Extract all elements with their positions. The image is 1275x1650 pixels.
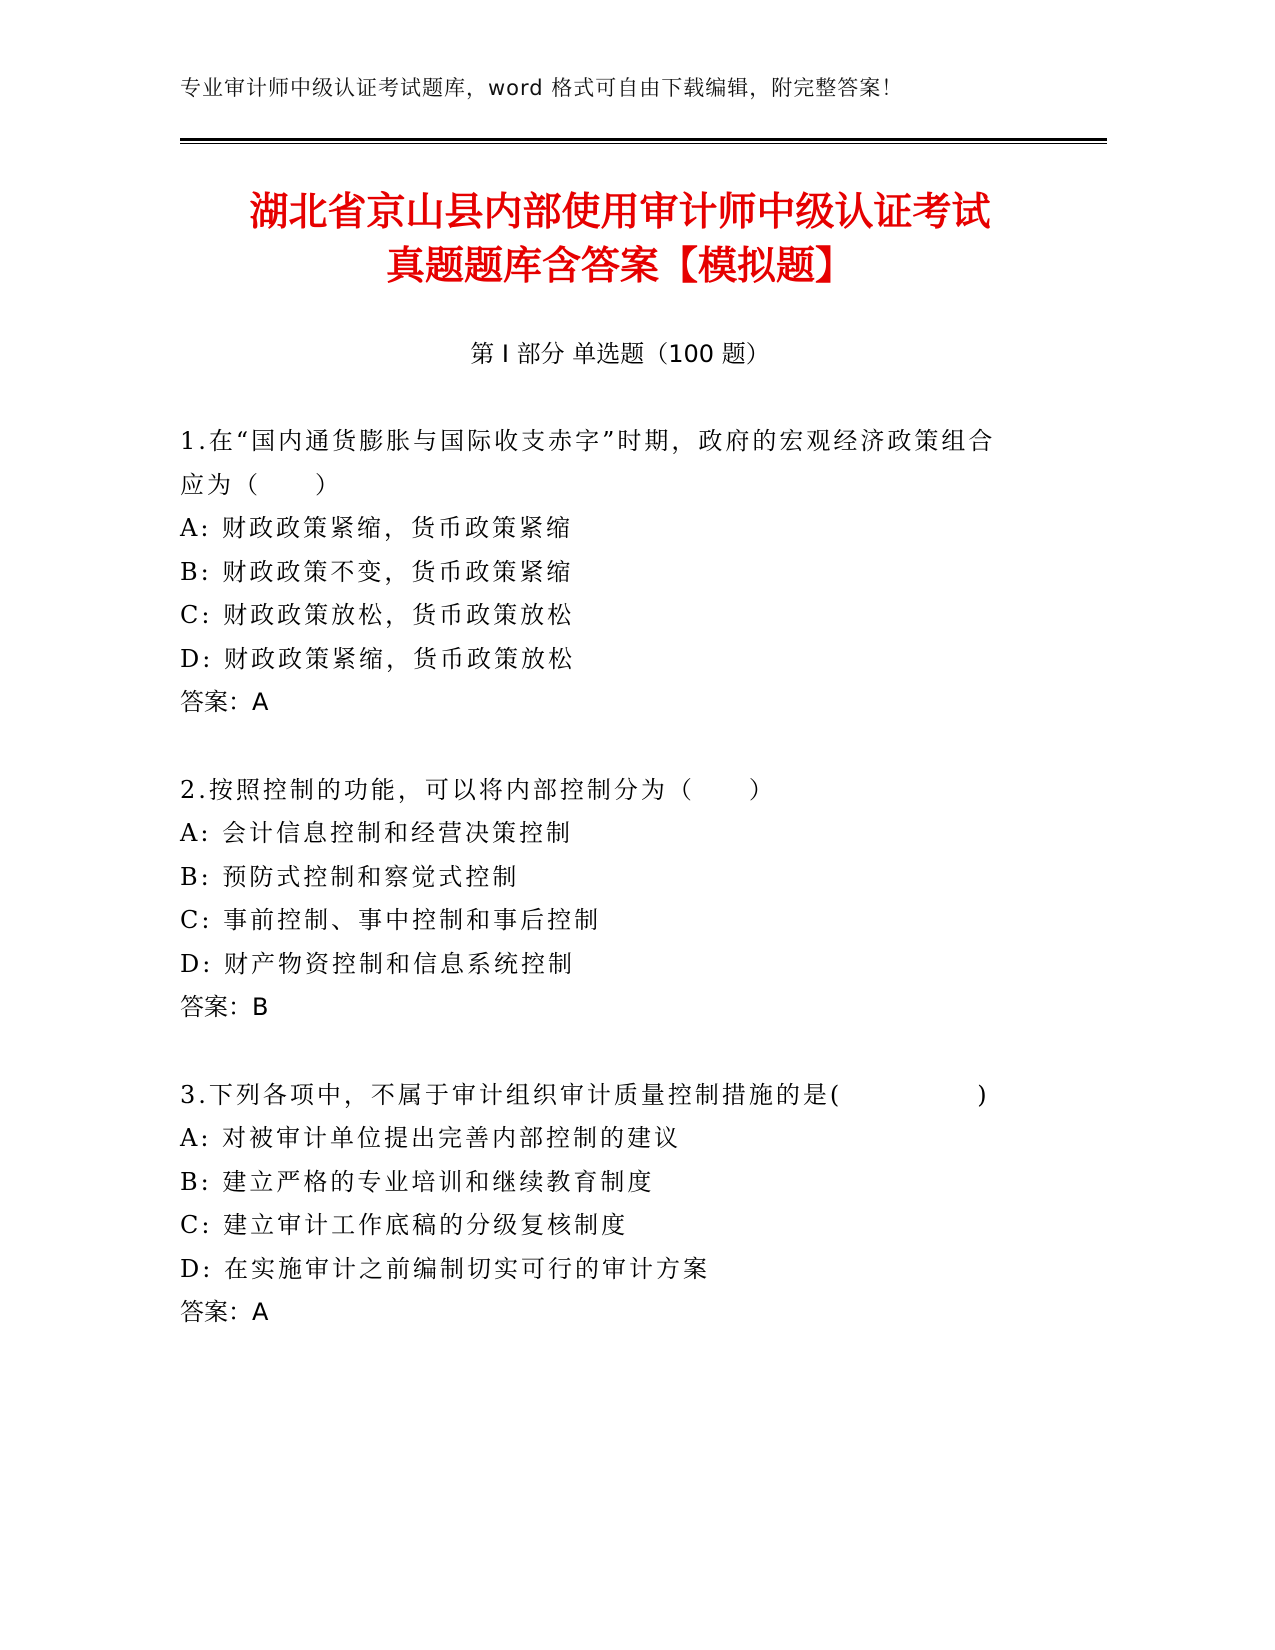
option-c: C: 建立审计工作底稿的分级复核制度	[180, 1211, 629, 1239]
section-title: 第 I 部分 单选题（100 题）	[470, 340, 770, 368]
header-divider-thin	[180, 143, 1107, 144]
answer: 答案：A	[180, 688, 269, 716]
option-d: D: 在实施审计之前编制切实可行的审计方案	[180, 1254, 710, 1283]
option-b: B: 建立严格的专业培训和继续教育制度	[180, 1167, 655, 1196]
question-2	[180, 769, 1080, 1030]
option-d: D: 财产物资控制和信息系统控制	[180, 949, 575, 978]
option-c: C: 事前控制、事中控制和事后控制	[180, 906, 602, 934]
option-c: C: 财政政策放松，货币政策放松	[180, 601, 575, 629]
question-stem: 1.在“国内通货膨胀与国际收支赤字”时期，政府的宏观经济政策组合应为（ ）	[180, 427, 996, 499]
option-a: A: 财政政策紧缩，货币政策紧缩	[180, 514, 574, 542]
answer: 答案：A	[180, 1298, 269, 1326]
document-title-line2: 真题题库含答案【模拟题】	[385, 244, 854, 289]
option-b: B: 财政政策不变，货币政策紧缩	[180, 557, 574, 586]
header-note: 专业审计师中级认证考试题库，word 格式可自由下载编辑，附完整答案！	[180, 76, 904, 100]
answer: 答案：B	[180, 993, 269, 1021]
question-1	[180, 420, 1080, 725]
option-a: A: 对被审计单位提出完善内部控制的建议	[180, 1124, 682, 1152]
header-divider	[180, 138, 1107, 146]
question-3	[180, 1074, 1080, 1335]
option-a: A: 会计信息控制和经营决策控制	[180, 819, 574, 847]
document-title	[150, 186, 1090, 294]
question-list	[180, 420, 1080, 1379]
header-divider-thick	[180, 138, 1107, 141]
option-d: D: 财政政策紧缩，货币政策放松	[180, 644, 575, 673]
question-stem: 2.按照控制的功能，可以将内部控制分为（ ）	[180, 775, 776, 804]
document-title-line1: 湖北省京山县内部使用审计师中级认证考试	[249, 190, 991, 235]
question-stem: 3.下列各项中，不属于审计组织审计质量控制措施的是( )	[180, 1080, 990, 1109]
option-b: B: 预防式控制和察觉式控制	[180, 862, 520, 891]
